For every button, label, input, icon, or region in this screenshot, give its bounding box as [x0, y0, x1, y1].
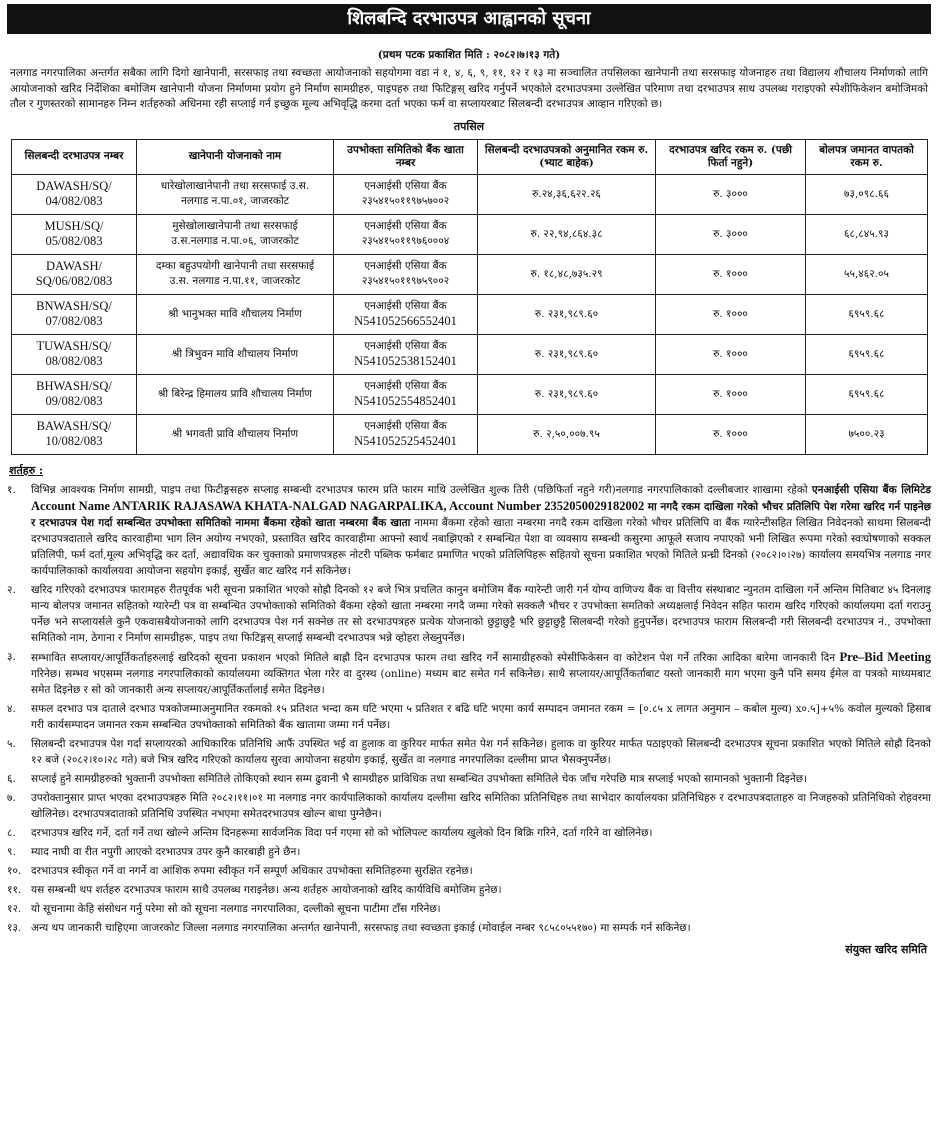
- table-header-row: [12, 139, 928, 174]
- term-number: ६.: [7, 772, 16, 785]
- table-row: [12, 174, 928, 214]
- header-purchase-fee: दरभाउपत्र खरिद रकम रु. (पछी फिर्ता नहुने): [656, 139, 806, 174]
- project-name-cell: श्री भगवती प्रावि शौचालय निर्माण: [137, 414, 334, 454]
- tender-number-cell: TUWASH/SQ/ 08/082/083: [12, 334, 137, 374]
- bid-security-cell: ६८,८४५.९३: [806, 214, 928, 254]
- term-2: [7, 582, 931, 646]
- term-number: ५.: [7, 737, 16, 750]
- bank-name: एनआईसी एसिया बैंक लिमिटेड: [811, 483, 931, 496]
- term-number: १२.: [7, 902, 22, 915]
- term-12: [7, 901, 931, 917]
- term-text: सम्भावित सप्लायर/आपूर्तिकर्ताहरुलाई खरिदको सूचना प्रकाशन भएको मितिले बाह्रौ दिन दरभाउपत्र फारम तथा खरिद गर्ने सामाग्रीहरुको स्पेसीफिकेसन वा कोटेशन पेश गर्ने तरिका आदिका बारेमा जानकारी दिन Pre–Bid Meeting गरिनेछ। सम्भव भएसम्म नलगाड नगरपालिकाको कार्यालयमा व्यक्तिगत भेला गरेर वा दुरस्थ (online) मध्यम बाट समेत गर्न सकिनेछ। साथै सप्लायर/आपूर्तिकर्ताबाट यस्तो जानकारी माग भएमा कुनै पनि समय ईमेल वा पत्रको माध्यमबाट समेत दिइनेछ र सो को जानकारी अन्य सप्लायर/आपूर्तिकर्तालाई समेत दिइनेछ।: [31, 649, 931, 696]
- estimated-amount-cell: रु. २३१,९८९.६०: [478, 374, 656, 414]
- term-8: [7, 825, 931, 841]
- purchase-fee-cell: रु. १०००: [656, 294, 806, 334]
- bank-account-cell: एनआईसी एसिया बैंक N541052554852401: [334, 374, 478, 414]
- estimated-amount-cell: रु.२४,३६,६२२.२६: [478, 174, 656, 214]
- bank-account-cell: एनआईसी एसिया बैंक २३५४१५०११९७६०००४: [334, 214, 478, 254]
- signature-committee: संयुक्त खरिद समिति: [845, 942, 927, 956]
- term-1: [7, 482, 931, 579]
- table-row: [12, 214, 928, 254]
- pre-bid-meeting: Pre–Bid Meeting: [839, 649, 931, 664]
- term-number: ७.: [7, 791, 16, 804]
- term-7: [7, 790, 931, 822]
- header-tender-number: सिलबन्दी दरभाउपत्र नम्बर: [12, 139, 137, 174]
- tender-number-cell: MUSH/SQ/ 05/082/083: [12, 214, 137, 254]
- table-row: [12, 374, 928, 414]
- term-text: यो सूचनामा केहि संसोधन गर्नु परेमा सो को सूचना नलगाड नगरपालिका, दल्लीको सूचना पाटीमा टाँस गरिनेछ।: [31, 902, 441, 915]
- bid-security-cell: ५५,४६२.०५: [806, 254, 928, 294]
- purchase-fee-cell: रु. १०००: [656, 254, 806, 294]
- header-bank-account: उपभोक्ता समितिको बैंक खाता नम्बर: [334, 139, 478, 174]
- tender-number-cell: BHWASH/SQ/ 09/082/083: [12, 374, 137, 414]
- project-name-cell: मुसेखोलाखानेपानी तथा सरसफाई उ.स.नलगाड न.पा.०६, जाजरकोट: [137, 214, 334, 254]
- term-number: ११.: [7, 883, 22, 896]
- term-number: ९.: [7, 845, 16, 858]
- publication-date: (प्रथम पटक प्रकाशित मिति : २०८२।७।१३ गते): [377, 49, 561, 61]
- notice-title: शिलबन्दि दरभाउपत्र आह्वानको सूचना: [7, 4, 931, 34]
- term-number: २.: [7, 583, 16, 596]
- project-name-cell: दम्का बहुउपयोगी खानेपानी तथा सरसफाई उ.स. नलगाड न.पा.११, जाजरकोट: [137, 254, 334, 294]
- project-name-cell: श्री भानुभक्त मावि शौचालय निर्माण: [137, 294, 334, 334]
- terms-heading: शर्तहरु :: [9, 463, 44, 477]
- term-text: दरभाउपत्र स्वीकृत गर्ने वा नगर्ने वा आंशिक रुपमा स्वीकृत गर्ने सम्पूर्ण अधिकार उपभोक्ता समितिहरुमा सुरक्षित रहनेछ।: [31, 864, 473, 877]
- tender-number-cell: DAWASH/SQ/ 04/082/083: [12, 174, 137, 214]
- tender-table: [11, 139, 928, 455]
- table-row: [12, 294, 928, 334]
- term-13: [7, 920, 931, 936]
- project-name-cell: धारेखोलाखानेपानी तथा सरसफाई उ.स. नलगाड न.पा.०१, जाजरकोट: [137, 174, 334, 214]
- tender-number-cell: DAWASH/ SQ/06/082/083: [12, 254, 137, 294]
- purchase-fee-cell: रु. १०००: [656, 334, 806, 374]
- bid-security-cell: ७३,०९८.६६: [806, 174, 928, 214]
- bank-account-cell: एनआईसी एसिया बैंक २३५४१५०११९७५७००२: [334, 174, 478, 214]
- table-row: [12, 414, 928, 454]
- term-text: दरभाउपत्र खरिद गर्ने, दर्ता गर्ने तथा खोल्ने अन्तिम दिनहरूमा सार्वजनिक विदा पर्न गएमा सो को भोलिपल्ट कार्यालय खुलेको दिन बिक्रि गरिने, दर्ता गरिने वा खोलिनेछ।: [31, 826, 653, 839]
- schedule-label: तपसिल: [453, 119, 485, 133]
- notice-page: [7, 4, 931, 1137]
- term-text: विभिन्न आवश्यक निर्माण सामग्री, पाइप तथा फिटीङ्गसहरु सप्लाइ सम्बन्धी दरभाउपत्र फारम प्रति फारम माथि उल्लेखित शुल्क तिरी (पछिफिर्ता नहुने गरी)नलगाड नगरपालिकाको दल्लीबजार शाखामा रहेको एनआईसी एसिया बैंक लिमिटेड Account Name ANTARIK RAJASAWA KHATA-NALGAD NAGARPALIKA, Account Number 2352050029182002 मा नगदै रकम दाखिला गरेको भौचर प्रतिलिपि पेश गरेमा खरिद गर्न पाइनेछ र दरभाउपत्र पेश गर्दा सम्बन्धित उपभोक्ता समितिको नाममा बैंकमा रहेको खाता नम्बरमा बैंक खाता नाममा बैंकमा रहेको खाता नम्बरमा नगदै रकम दाखिला गरेको भौचर प्रतिलिपि वा बैंक ग्यारेन्टीसहित लिखित निवेदनको साथमा सिलबन्दी दरभाउपत्रदाताले खरिद कारवाहीमा भाग लिन अयोग्य नभएको, प्रस्तावित खरिद कारवाहीमा आफ्नो स्वार्थ नबाझिएको र सम्बन्धित पेशा वा व्यवसाय सम्बन्धी कसुरमा आफूले सजाय नपाएको भनी लिखित रूपमा गरेको स्वःघोषणाको सक्कल प्रतिलिपी, फर्म दर्ता,मूल्य अभिवृद्धि कर दर्ता, अद्यावधिक कर चुक्ताको प्रमाणपत्रहरू नोटरी पब्लिक फर्मबाट प्रमाणित भएको प्रतिलिपिहरू सहितयो सूचना प्रकाशित भएको मितिले प्रन्ध्री दिनको (२०८२।०।२७) कार्यालय समयभित्र नलगाड नगर कार्यपालिकाको कार्यालयवा आयोजना सहयोग इकाई, सुर्खेत बाट खरिद गर्न सकिनेछ।: [31, 483, 932, 577]
- bank-account-cell: एनआईसी एसिया बैंक २३५४१५०११९७५९००२: [334, 254, 478, 294]
- tender-number-cell: BAWASH/SQ/ 10/082/083: [12, 414, 137, 454]
- bid-security-cell: ६९५९.६८: [806, 334, 928, 374]
- purchase-fee-cell: रु. ३०००: [656, 174, 806, 214]
- term-text: यस सम्बन्धी थप शर्तहरु दरभाउपत्र फाराम साथै उपलब्ध गराइनेछ। अन्य शर्तहरु आयोजनाको खरिद कार्यविधि बमोजिम हुनेछ।: [31, 883, 502, 896]
- estimated-amount-cell: रु. १८,४८,७३५.२९: [478, 254, 656, 294]
- term-number: १.: [7, 483, 16, 496]
- term-6: [7, 771, 931, 787]
- term-3: [7, 649, 931, 698]
- estimated-amount-cell: रु. २३१,९८९.६०: [478, 294, 656, 334]
- purchase-fee-cell: रु. १०००: [656, 414, 806, 454]
- project-name-cell: श्री त्रिभुवन मावि शौचालय निर्माण: [137, 334, 334, 374]
- term-4: [7, 701, 931, 733]
- term-9: [7, 844, 931, 860]
- term-number: १३.: [7, 921, 22, 934]
- bid-security-cell: ६९५९.६८: [806, 294, 928, 334]
- term-10: [7, 863, 931, 879]
- account-details: Account Name ANTARIK RAJASAWA KHATA-NALGAD NAGARPALIKA, Account Number 2352050029182002: [31, 498, 645, 513]
- term-text: खरिद गरिएको दरभाउपत्र फारामहरु रीतपूर्वक भरी सूचना प्रकाशित भएको सोह्रौ दिनको १२ बजे भित्र प्रचलित कानुन बमोजिम बैंक ग्यारेन्टी जारी गर्न योग्य वाणिज्य बैंक वा वित्तीय संस्थाबाट न्युनतम दाखिला गर्ने अन्तिम मितिबाट ४५ दिनलाइ मान्य बोलपत्र जमानत सहितको ग्यारेन्टी पत्र वा सम्बन्धित उपभोक्ताको समितिको बैंकमा रहेको खाता नम्बरमा नगदै जम्मा गरेको सक्कलै भौचर र उपभोक्ता समतिको अध्यक्षलाई निवेदन सहित फाराम खरिद गरिएको कार्यालयमा दर्ता गराउनु पर्नेछ भने सप्लायर्सले कुनै एकवासबैयोजनाको लागि दरभाउपत्र पेश गर्न सक्नेछ तर सो दरभाउपत्रहरु प्रत्येक योजनाको छुट्टाछुट्टै भरि छुट्टाछुट्टै सिलबन्दी गरेको हुनुपर्नेछ। दरभाउपत्र फाराम सिलबन्दी गरी सिलबन्दी दरभाउपत्र नं., उपभोक्ता समितिको नाम, ठेगाना र निर्माण सामग्रीहरू, पाइप तथा फिटिङ्गस् सप्लाई सम्बन्धी दरभाउपत्र भन्ने व्होहरा लेख्नुपर्नेछ।: [31, 583, 931, 644]
- purchase-fee-cell: रु. ३०००: [656, 214, 806, 254]
- bank-account-cell: एनआईसी एसिया बैंक N541052566552401: [334, 294, 478, 334]
- table-row: [12, 254, 928, 294]
- term-number: ४.: [7, 702, 16, 715]
- estimated-amount-cell: रु. २३१,९८९.६०: [478, 334, 656, 374]
- purchase-fee-cell: रु. १०००: [656, 374, 806, 414]
- term-number: ३.: [7, 650, 16, 663]
- term-5: [7, 736, 931, 768]
- term-text: सफल दरभाउ पत्र दाताले दरभाउ पत्रकोजम्माअनुमानित रकमको १५ प्रतिशत भन्दा कम घटि भएमा ५ प्रतिशत र बढि घटि भएमा कार्य सम्पादन जमानत रकम = [०.८५ x लागत अनुमान – कबोल मुल्य) x०.५]+५% कवोल मुल्यको हिसाब गरी कार्यसम्पादन जमानत रकम सम्बन्धित उपभोक्ताको समितिको बैंक खातामा जम्मा गर्न पर्नेछ।: [31, 702, 931, 731]
- term-text: उपरोक्तानुसार प्राप्त भएका दरभाउपत्रहरु मिति २०८२।११।०१ मा नलगाड नगर कार्यपालिकाको कार्यालय दल्लीमा खरिद समितिका प्रतिनिधिहरु तथा साभेदार कार्यालयका प्रतिनिधिहरु र दरभाउपत्रदाताहरु वा निजहरुको प्रतिनिधिको रोहवरमा खोलिनेछ। दरभाउपत्रदाताको प्रतिनिधि उपस्थित नभएमा समेतदरभाउपत्र खोल्न बाधा पुग्नेछैन।: [31, 791, 931, 820]
- term-text: सप्लाई हुने सामग्रीहरुको भुक्तानी उपभोक्ता समितिले तोकिएको स्थान सम्म ढुवानी भै सामग्रीहरु प्राविधिक तथा सम्बन्धित उपभोक्ता समितिले चेक जाँच गरेपछि मात्र सप्लाई भएको सामानको भुक्तानी दिइनेछ।: [31, 772, 808, 785]
- header-project-name: खानेपानी योजनाको नाम: [137, 139, 334, 174]
- estimated-amount-cell: रु. २२,९४,८६४.३८: [478, 214, 656, 254]
- header-estimated-amount: सिलबन्दी दरभाउपत्रको अनुमानित रकम रु. (भ्याट बाहेक): [478, 139, 656, 174]
- term-text: म्याद नाघी वा रीत नपुगी आएको दरभाउपत्र उपर कुनै कारबाही हुने छैन।: [31, 845, 301, 858]
- estimated-amount-cell: रु. २,५०,००७.९५: [478, 414, 656, 454]
- term-number: ८.: [7, 826, 16, 839]
- bid-security-cell: ७५००.२३: [806, 414, 928, 454]
- bid-security-cell: ६९५९.६८: [806, 374, 928, 414]
- term-11: [7, 882, 931, 898]
- bank-account-cell: एनआईसी एसिया बैंक N541052525452401: [334, 414, 478, 454]
- bank-account-cell: एनआईसी एसिया बैंक N541052538152401: [334, 334, 478, 374]
- term-text: सिलबन्दी दरभाउपत्र पेश गर्दा सप्लायरको आधिकारिक प्रतिनिधि आफैं उपस्थित भई वा हुलाक वा कुरियर मार्फत समेत पेश गर्न सकिनेछ। हुलाक वा कुरियर मार्फत पठाइएको सिलबन्दी दरभाउपत्र सूचना प्रकाशित भएको मितिले सोह्रौ दिनको १२ बजे (२०८२।१०।२८ गते) बजे भित्र खरिद गरिएको कार्यालय सुरवा आयोजना सहयोग इकाई, सुर्खेत वा नलगाड नगरपालिका दल्लीमा प्राप्त भैसक्नुपर्नेछ।: [31, 737, 931, 766]
- project-name-cell: श्री बिरेन्द्र हिमालय प्रावि शौचालय निर्माण: [137, 374, 334, 414]
- term-number: १०.: [7, 864, 22, 877]
- intro-paragraph: नलगाड नगरपालिका अन्तर्गत सबैका लागि दिगो खानेपानी, सरसफाइ तथा स्वच्छता आयोजनाको सहयोगमा वडा नं १, ४, ६, ९, ११, १२ र १३ मा सञ्चालित तपसिलका खानेपानी तथा सरसफाइ योजनाहरु तथा विद्यालय शौचालय निर्माणको लागि आयोजनाको खरिद निर्देशिका बमोजिम खानेपानी योजना निर्माणमा प्रयोग हुने निर्माण सामग्रीहरु, पाइपहरु तथा फिटिङ्गस् खरिद गर्नुपर्ने भएकोले दरभाउपत्रमा उल्लेखित परिमाण तथा दरभाउपत्र साथ उपलब्ध गराइएको स्पेशीफिकेशन बमोजिमको तौल र गुणस्तरको सामानहरु निम्न शर्तहरुको अधिनमा रही सप्लाई गर्न इच्छुक मूल्य अभिवृद्धि करमा दर्ता भएका फर्म वा सप्लायरबाट सिलबन्दी दरभाउपत्र आव्हान गरिएको छ।: [10, 67, 928, 110]
- table-row: [12, 334, 928, 374]
- term-text: अन्य थप जानकारी चाहिएमा जाजरकोट जिल्ला नलगाड नगरपालिका अन्तर्गत खानेपानी, सरसफाइ तथा स्वच्छता इकाई (मोवाईल नम्बर ९८५८०५५१७०) मा सम्पर्क गर्न सकिनेछ।: [31, 921, 691, 934]
- tender-number-cell: BNWASH/SQ/ 07/082/083: [12, 294, 137, 334]
- header-bid-security: बोलपत्र जमानत वापतको रकम रु.: [806, 139, 928, 174]
